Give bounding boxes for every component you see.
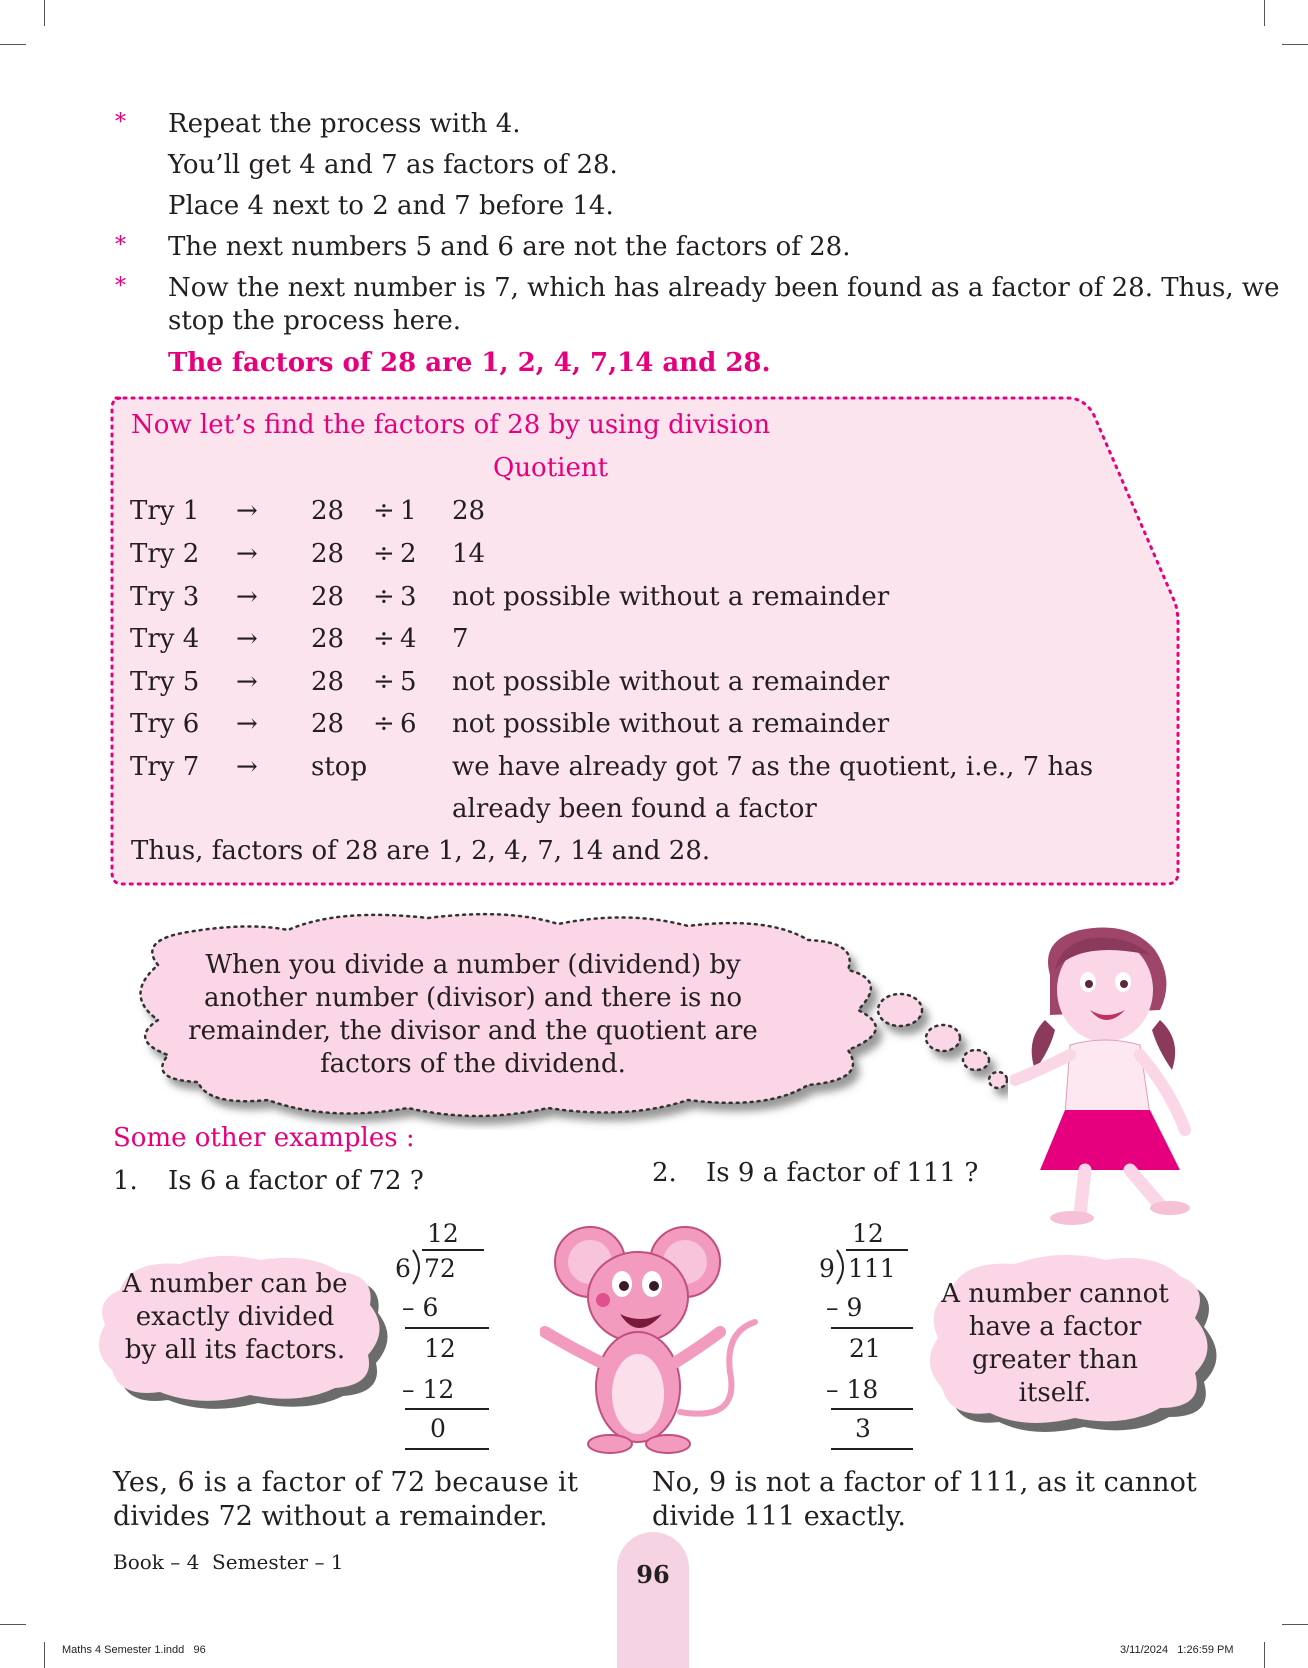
arrow: → [236, 752, 258, 782]
book-label: Book – 4 Semester – 1 [113, 1550, 344, 1574]
bullet-text: stop the process here. [168, 306, 462, 336]
quotient: 12 [427, 1219, 459, 1248]
divisor: 6 [395, 1254, 411, 1283]
step-line [831, 1408, 913, 1410]
example-2-answer: divide 111 exactly. [652, 1501, 906, 1532]
arrow: → [236, 582, 258, 612]
cloud-right-line: have a factor [968, 1312, 1142, 1342]
quotient: 12 [852, 1219, 884, 1248]
division-bar [846, 1249, 908, 1251]
try-label: Try 1 [130, 496, 200, 526]
arrow: → [236, 624, 258, 654]
step-value: 21 [849, 1334, 881, 1363]
divisor: 9 [819, 1254, 835, 1283]
try-label: Try 3 [130, 582, 200, 612]
example-1-answer: divides 72 without a remainder. [113, 1501, 548, 1532]
arrow: → [236, 539, 258, 569]
dividend: 28 [311, 709, 345, 739]
dividend: 28 [311, 582, 345, 612]
thought-line: factors of the dividend. [320, 1049, 626, 1079]
try-label: Try 5 [130, 667, 200, 697]
step-line [405, 1327, 489, 1329]
dividend: 28 [311, 539, 345, 569]
thought-line: remainder, the divisor and the quotient are [188, 1016, 758, 1046]
arrow: → [236, 709, 258, 739]
bullet-marker: * [115, 110, 126, 135]
thought-line: When you divide a number (dividend) by [205, 950, 741, 980]
example-1-question: Is 6 a factor of 72 ? [168, 1166, 424, 1196]
result-text: already been found a factor [452, 794, 817, 824]
try-label: Try 7 [130, 752, 200, 782]
cloud-left-line: A number can be [122, 1269, 348, 1299]
crop-mark [44, 0, 45, 26]
bullet-text: Now the next number is 7, which has already been found as a factor of 28. Thus, we [168, 273, 1280, 303]
example-2-number: 2. [652, 1158, 677, 1188]
crop-mark [0, 1624, 26, 1625]
remainder: 0 [430, 1414, 446, 1443]
subtract-step: – 12 [402, 1375, 455, 1404]
step-line [405, 1448, 489, 1450]
divide-sign: ÷ [373, 667, 395, 697]
divisor: 2 [400, 539, 417, 569]
result-text: not possible without a remainder [452, 582, 890, 612]
cloud-right-line: greater than [972, 1345, 1138, 1375]
panel-summary: Thus, factors of 28 are 1, 2, 4, 7, 14 and 28. [131, 836, 711, 866]
thought-line: another number (divisor) and there is no [203, 983, 743, 1013]
divide-sign: ÷ [373, 624, 395, 654]
divide-sign: ÷ [373, 496, 395, 526]
stop-label: stop [311, 752, 368, 782]
bullet-marker: * [115, 274, 126, 299]
divisor: 4 [400, 624, 417, 654]
slug-left: Maths 4 Semester 1.indd 96 [62, 1644, 206, 1656]
result-text: 14 [452, 539, 486, 569]
panel-heading: Now let’s find the factors of 28 by using division [131, 410, 771, 440]
step-line [405, 1408, 489, 1410]
step-line [831, 1327, 913, 1329]
dividend: 28 [311, 624, 345, 654]
result-text: not possible without a remainder [452, 709, 890, 739]
slug-right: 3/11/2024 1:26:59 PM [1120, 1644, 1234, 1656]
divisor: 3 [400, 582, 417, 612]
division-bracket [835, 1249, 849, 1285]
bullet-text: The next numbers 5 and 6 are not the factors of 28. [168, 232, 851, 262]
crop-mark [1264, 1642, 1265, 1668]
page-number-tab [617, 1532, 689, 1668]
step-line [831, 1448, 913, 1450]
division-bar [422, 1249, 484, 1251]
divisor: 6 [400, 709, 417, 739]
divide-sign: ÷ [373, 582, 395, 612]
bullet-text: Repeat the process with 4. [168, 109, 521, 139]
example-1-number: 1. [113, 1166, 138, 1196]
crop-mark [1282, 44, 1308, 45]
quotient-label: Quotient [493, 453, 609, 483]
try-label: Try 2 [130, 539, 200, 569]
example-1-answer: Yes, 6 is a factor of 72 because it [113, 1467, 579, 1498]
girl-illustration [1010, 920, 1200, 1230]
crop-mark [1282, 1624, 1308, 1625]
cloud-left-line: exactly divided [135, 1302, 335, 1332]
divisor: 1 [400, 496, 417, 526]
crop-mark [44, 1642, 45, 1668]
result-text: not possible without a remainder [452, 667, 890, 697]
cloud-left-line: by all its factors. [124, 1335, 346, 1365]
dividend: 72 [424, 1254, 456, 1283]
mouse-illustration [540, 1222, 780, 1458]
remainder: 3 [855, 1414, 871, 1443]
conclusion: The factors of 28 are 1, 2, 4, 7,14 and 28. [168, 348, 771, 378]
try-label: Try 6 [130, 709, 200, 739]
subtract-step: – 6 [402, 1293, 439, 1322]
division-bracket [411, 1249, 425, 1285]
example-2-question: Is 9 a factor of 111 ? [706, 1158, 979, 1188]
bullet-text: Place 4 next to 2 and 7 before 14. [168, 191, 614, 221]
divisor: 5 [400, 667, 417, 697]
divide-sign: ÷ [373, 539, 395, 569]
dividend: 28 [311, 496, 345, 526]
cloud-right-line: A number cannot [941, 1279, 1169, 1309]
examples-heading: Some other examples : [113, 1123, 415, 1153]
page-number: 96 [636, 1560, 670, 1589]
bullet-text: You’ll get 4 and 7 as factors of 28. [168, 150, 618, 180]
arrow: → [236, 496, 258, 526]
divide-sign: ÷ [373, 709, 395, 739]
result-text: 7 [452, 624, 469, 654]
cloud-right-line: itself. [1018, 1378, 1092, 1408]
crop-mark [1264, 0, 1265, 26]
subtract-step: – 18 [826, 1375, 879, 1404]
dividend: 111 [848, 1254, 896, 1283]
arrow: → [236, 667, 258, 697]
dividend: 28 [311, 667, 345, 697]
step-value: 12 [424, 1334, 456, 1363]
try-label: Try 4 [130, 624, 200, 654]
result-text: we have already got 7 as the quotient, i.e., 7 has [452, 752, 1094, 782]
subtract-step: – 9 [826, 1293, 863, 1322]
crop-mark [0, 44, 26, 45]
result-text: 28 [452, 496, 486, 526]
example-2-answer: No, 9 is not a factor of 111, as it cannot [652, 1467, 1197, 1498]
bullet-marker: * [115, 233, 126, 258]
